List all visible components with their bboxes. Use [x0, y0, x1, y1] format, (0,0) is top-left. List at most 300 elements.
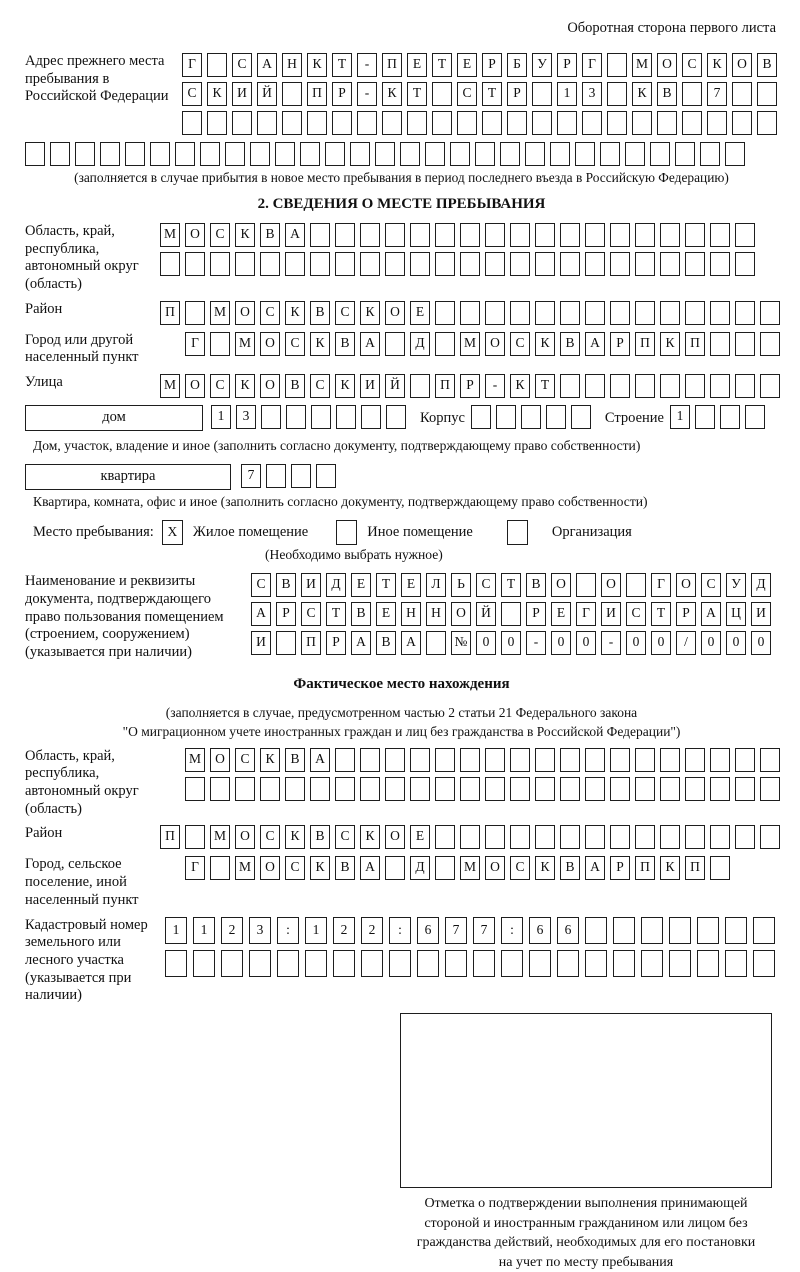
section2-title: 2. СВЕДЕНИЯ О МЕСТЕ ПРЕБЫВАНИЯ	[257, 196, 546, 212]
region-row-2	[160, 252, 755, 276]
char-cell	[525, 142, 545, 166]
char-cell	[336, 405, 356, 429]
char-cell: О	[235, 301, 255, 325]
char-cell: С	[251, 573, 271, 597]
char-cell: С	[182, 82, 202, 106]
char-cell: 0	[701, 631, 721, 655]
char-cell	[529, 950, 551, 977]
char-cell: К	[310, 332, 330, 356]
char-cell: Е	[401, 573, 421, 597]
char-cell: Л	[426, 573, 446, 597]
char-cell	[700, 142, 720, 166]
char-cell	[610, 223, 630, 247]
char-cell: О	[732, 53, 752, 77]
char-cell	[685, 223, 705, 247]
char-cell	[410, 223, 430, 247]
char-cell: :	[389, 917, 411, 944]
actual-location-note-line-1: (заполняется в случае, предусмотренном частью 2 статьи 21 Федерального закона	[165, 704, 638, 720]
char-cell: И	[232, 82, 252, 106]
char-cell: Г	[182, 53, 202, 77]
char-cell: 0	[476, 631, 496, 655]
char-cell: А	[701, 602, 721, 626]
char-cell: Р	[482, 53, 502, 77]
actual-location-title: Фактическое место нахождения	[293, 675, 510, 692]
char-cell	[610, 777, 630, 801]
char-cell: К	[260, 748, 280, 772]
document-row-1	[251, 573, 771, 597]
char-cell: С	[476, 573, 496, 597]
char-cell: 0	[576, 631, 596, 655]
char-cell: Р	[326, 631, 346, 655]
char-cell: Р	[526, 602, 546, 626]
char-cell	[501, 950, 523, 977]
char-cell: К	[535, 332, 555, 356]
char-cell	[335, 748, 355, 772]
char-cell: 7	[241, 464, 261, 488]
char-cell	[660, 777, 680, 801]
char-cell	[473, 950, 495, 977]
char-cell: Т	[332, 53, 352, 77]
cadastral-block	[25, 917, 778, 1005]
char-cell	[210, 332, 230, 356]
char-cell	[710, 856, 730, 880]
char-cell: О	[260, 374, 280, 398]
char-cell	[285, 252, 305, 276]
char-cell	[585, 950, 607, 977]
char-cell	[300, 142, 320, 166]
char-cell: И	[601, 602, 621, 626]
char-cell: Е	[410, 825, 430, 849]
district2-row	[160, 825, 780, 849]
char-cell: 3	[582, 82, 602, 106]
char-cell	[682, 82, 702, 106]
char-cell	[532, 82, 552, 106]
char-cell: В	[335, 332, 355, 356]
char-cell: Д	[326, 573, 346, 597]
char-cell	[207, 111, 227, 135]
char-cell: В	[276, 573, 296, 597]
street-block	[25, 374, 778, 398]
char-cell	[325, 142, 345, 166]
char-cell: С	[260, 825, 280, 849]
char-cell	[210, 252, 230, 276]
char-cell	[685, 748, 705, 772]
char-cell	[193, 950, 215, 977]
confirmation-stamp-box	[400, 1013, 772, 1188]
char-cell: -	[601, 631, 621, 655]
char-cell: В	[757, 53, 777, 77]
char-cell	[725, 917, 747, 944]
char-cell: Г	[576, 602, 596, 626]
char-cell	[557, 950, 579, 977]
char-cell	[496, 405, 516, 429]
char-cell: К	[360, 301, 380, 325]
city-label: Город или другой населенный пункт	[25, 331, 139, 366]
char-cell: Ц	[726, 602, 746, 626]
char-cell	[460, 252, 480, 276]
char-cell	[471, 405, 491, 429]
char-cell: 1	[670, 405, 690, 429]
char-cell	[753, 950, 775, 977]
char-cell: Й	[257, 82, 277, 106]
char-cell: О	[676, 573, 696, 597]
korpus-label: Корпус	[420, 410, 465, 427]
char-cell: С	[285, 856, 305, 880]
char-cell	[753, 917, 775, 944]
char-cell	[560, 748, 580, 772]
char-cell	[485, 301, 505, 325]
char-cell	[725, 142, 745, 166]
char-cell: 6	[529, 917, 551, 944]
char-cell	[669, 950, 691, 977]
char-cell	[485, 825, 505, 849]
stroenie-cells	[670, 405, 765, 429]
char-cell: И	[301, 573, 321, 597]
char-cell: Б	[507, 53, 527, 77]
actual-location-note-line-2: "О миграционном учете иностранных граждан и лиц без гражданства в Российской Федерации")	[122, 724, 681, 740]
cadastral-row-1	[165, 917, 775, 944]
char-cell: Р	[610, 332, 630, 356]
char-cell	[501, 602, 521, 626]
option-organizaciya-label: Организация	[551, 524, 632, 541]
char-cell	[735, 301, 755, 325]
char-cell	[357, 111, 377, 135]
char-cell: Т	[535, 374, 555, 398]
checkbox-zhiloe: X	[162, 520, 183, 545]
city2-row	[185, 856, 730, 880]
char-cell: П	[301, 631, 321, 655]
char-cell: М	[210, 825, 230, 849]
char-cell	[460, 301, 480, 325]
char-cell	[50, 142, 70, 166]
char-cell	[425, 142, 445, 166]
char-cell	[607, 82, 627, 106]
char-cell	[641, 917, 663, 944]
char-cell	[560, 252, 580, 276]
char-cell	[650, 142, 670, 166]
prev-address-label: Адрес прежнего места пребывания в Российской Федерации	[25, 53, 169, 105]
char-cell	[735, 223, 755, 247]
char-cell	[710, 223, 730, 247]
char-cell	[660, 252, 680, 276]
char-cell	[335, 223, 355, 247]
char-cell	[510, 777, 530, 801]
char-cell: К	[207, 82, 227, 106]
char-cell: П	[160, 301, 180, 325]
char-cell	[685, 374, 705, 398]
char-cell	[200, 142, 220, 166]
char-cell	[407, 111, 427, 135]
char-cell: О	[185, 223, 205, 247]
char-cell	[560, 301, 580, 325]
char-cell	[460, 748, 480, 772]
char-cell: Н	[282, 53, 302, 77]
char-cell	[685, 777, 705, 801]
char-cell: М	[235, 856, 255, 880]
char-cell: П	[635, 332, 655, 356]
char-cell	[635, 777, 655, 801]
char-cell	[332, 111, 352, 135]
district-label: Район	[25, 300, 63, 317]
char-cell	[560, 825, 580, 849]
stay-type-label: Место пребывания:	[33, 524, 154, 541]
char-cell: С	[232, 53, 252, 77]
char-cell	[560, 374, 580, 398]
caption-line: Отметка о подтверждении выполнения принимающей	[424, 1195, 748, 1211]
char-cell: Г	[651, 573, 671, 597]
char-cell	[207, 53, 227, 77]
char-cell: М	[160, 223, 180, 247]
char-cell: К	[382, 82, 402, 106]
char-cell: В	[285, 748, 305, 772]
document-block	[25, 573, 778, 661]
char-cell	[435, 252, 455, 276]
char-cell	[260, 777, 280, 801]
char-cell	[485, 777, 505, 801]
confirmation-caption	[370, 1194, 800, 1272]
char-cell: 0	[751, 631, 771, 655]
char-cell: К	[660, 332, 680, 356]
char-cell	[275, 142, 295, 166]
char-cell	[385, 748, 405, 772]
prev-address-row-1	[182, 53, 777, 77]
char-cell: К	[285, 301, 305, 325]
char-cell: К	[707, 53, 727, 77]
caption-line: стороной и иностранным гражданином или лицом без	[424, 1215, 748, 1231]
char-cell	[235, 777, 255, 801]
char-cell: М	[160, 374, 180, 398]
char-cell	[685, 825, 705, 849]
char-cell: Н	[426, 602, 446, 626]
char-cell: П	[160, 825, 180, 849]
char-cell: С	[457, 82, 477, 106]
char-cell	[385, 856, 405, 880]
char-cell: С	[310, 374, 330, 398]
char-cell: О	[551, 573, 571, 597]
char-cell	[435, 223, 455, 247]
char-cell	[282, 82, 302, 106]
char-cell	[635, 301, 655, 325]
char-cell	[600, 142, 620, 166]
char-cell	[305, 950, 327, 977]
char-cell	[735, 374, 755, 398]
char-cell	[225, 142, 245, 166]
city-row	[185, 332, 780, 356]
char-cell	[660, 374, 680, 398]
char-cell	[510, 301, 530, 325]
char-cell	[735, 252, 755, 276]
char-cell	[385, 223, 405, 247]
char-cell: Е	[457, 53, 477, 77]
char-cell	[417, 950, 439, 977]
char-cell	[400, 142, 420, 166]
char-cell	[660, 825, 680, 849]
char-cell	[635, 252, 655, 276]
char-cell: О	[485, 332, 505, 356]
char-cell	[316, 464, 336, 488]
char-cell	[585, 777, 605, 801]
city2-label: Город, сельское поселение, иной населенный пункт	[25, 856, 139, 908]
char-cell	[710, 374, 730, 398]
char-cell	[185, 301, 205, 325]
char-cell: Н	[401, 602, 421, 626]
char-cell: 2	[333, 917, 355, 944]
char-cell	[760, 332, 780, 356]
char-cell: 7	[445, 917, 467, 944]
char-cell: 1	[305, 917, 327, 944]
char-cell: Р	[507, 82, 527, 106]
char-cell	[457, 111, 477, 135]
char-cell: В	[560, 856, 580, 880]
char-cell: С	[210, 223, 230, 247]
cadastral-label: Кадастровый номер земельного или лесного участка (указывается при наличии)	[25, 916, 148, 1004]
char-cell: С	[701, 573, 721, 597]
document-label: Наименование и реквизиты документа, подтверждающего право пользования помещением (строением, сооружением) (указывается при наличии)	[25, 573, 224, 660]
char-cell	[625, 142, 645, 166]
char-cell	[435, 856, 455, 880]
char-cell	[560, 223, 580, 247]
char-cell	[610, 825, 630, 849]
prev-address-block	[25, 53, 778, 135]
char-cell	[75, 142, 95, 166]
char-cell	[632, 111, 652, 135]
char-cell	[485, 223, 505, 247]
char-cell: 1	[557, 82, 577, 106]
stay-type-row	[33, 520, 778, 545]
city-block	[25, 332, 778, 367]
char-cell: Р	[460, 374, 480, 398]
char-cell: А	[401, 631, 421, 655]
char-cell: 2	[221, 917, 243, 944]
char-cell: 7	[707, 82, 727, 106]
char-cell	[710, 301, 730, 325]
char-cell	[361, 405, 381, 429]
char-cell: Д	[751, 573, 771, 597]
char-cell	[475, 142, 495, 166]
char-cell	[249, 950, 271, 977]
char-cell: -	[485, 374, 505, 398]
char-cell	[310, 252, 330, 276]
option-inoe-label: Иное помещение	[367, 524, 473, 541]
char-cell	[385, 252, 405, 276]
char-cell	[585, 748, 605, 772]
char-cell: С	[626, 602, 646, 626]
char-cell: -	[357, 82, 377, 106]
char-cell	[261, 405, 281, 429]
prev-address-row-2	[182, 82, 777, 106]
char-cell	[350, 142, 370, 166]
char-cell: В	[560, 332, 580, 356]
char-cell: С	[260, 301, 280, 325]
char-cell	[610, 374, 630, 398]
char-cell: И	[251, 631, 271, 655]
char-cell	[210, 856, 230, 880]
street-label: Улица	[25, 374, 63, 391]
checkbox-inoe	[336, 520, 357, 545]
char-cell: О	[385, 825, 405, 849]
char-cell	[626, 573, 646, 597]
char-cell	[535, 301, 555, 325]
house-cells	[211, 405, 406, 429]
char-cell: Т	[651, 602, 671, 626]
char-cell	[532, 111, 552, 135]
char-cell	[361, 950, 383, 977]
char-cell	[675, 142, 695, 166]
char-cell	[360, 748, 380, 772]
house-field-label-box: дом	[25, 405, 203, 431]
char-cell	[582, 111, 602, 135]
char-cell: В	[376, 631, 396, 655]
char-cell	[175, 142, 195, 166]
char-cell	[410, 777, 430, 801]
cadastral-rows	[165, 917, 775, 977]
char-cell	[535, 748, 555, 772]
char-cell: П	[435, 374, 455, 398]
char-cell	[735, 748, 755, 772]
char-cell	[500, 142, 520, 166]
char-cell	[385, 777, 405, 801]
char-cell	[657, 111, 677, 135]
char-cell: К	[360, 825, 380, 849]
korpus-cells	[471, 405, 591, 429]
char-cell: 0	[551, 631, 571, 655]
char-cell	[710, 332, 730, 356]
char-cell	[760, 825, 780, 849]
char-cell: Й	[476, 602, 496, 626]
char-cell	[435, 777, 455, 801]
char-cell	[432, 111, 452, 135]
char-cell	[276, 631, 296, 655]
char-cell	[660, 301, 680, 325]
prev-address-row-3	[182, 111, 777, 135]
char-cell: С	[335, 825, 355, 849]
char-cell	[732, 111, 752, 135]
district2-block	[25, 825, 778, 849]
char-cell: /	[676, 631, 696, 655]
char-cell	[485, 748, 505, 772]
char-cell: №	[451, 631, 471, 655]
char-cell: Г	[185, 856, 205, 880]
char-cell: А	[257, 53, 277, 77]
char-cell	[710, 825, 730, 849]
char-cell: А	[351, 631, 371, 655]
char-cell: П	[307, 82, 327, 106]
apartment-cells	[241, 464, 336, 488]
char-cell: О	[235, 825, 255, 849]
char-cell	[535, 252, 555, 276]
char-cell	[585, 252, 605, 276]
char-cell: К	[632, 82, 652, 106]
char-cell	[235, 252, 255, 276]
char-cell	[521, 405, 541, 429]
char-cell: М	[185, 748, 205, 772]
char-cell: П	[635, 856, 655, 880]
char-cell	[460, 223, 480, 247]
char-cell: 3	[236, 405, 256, 429]
document-rows	[251, 573, 771, 655]
char-cell	[585, 374, 605, 398]
char-cell	[510, 748, 530, 772]
char-cell	[735, 825, 755, 849]
char-cell	[613, 917, 635, 944]
char-cell: С	[301, 602, 321, 626]
char-cell: К	[510, 374, 530, 398]
char-cell: К	[660, 856, 680, 880]
char-cell	[460, 777, 480, 801]
actual-location-note	[25, 703, 778, 742]
char-cell: 2	[361, 917, 383, 944]
char-cell: К	[307, 53, 327, 77]
